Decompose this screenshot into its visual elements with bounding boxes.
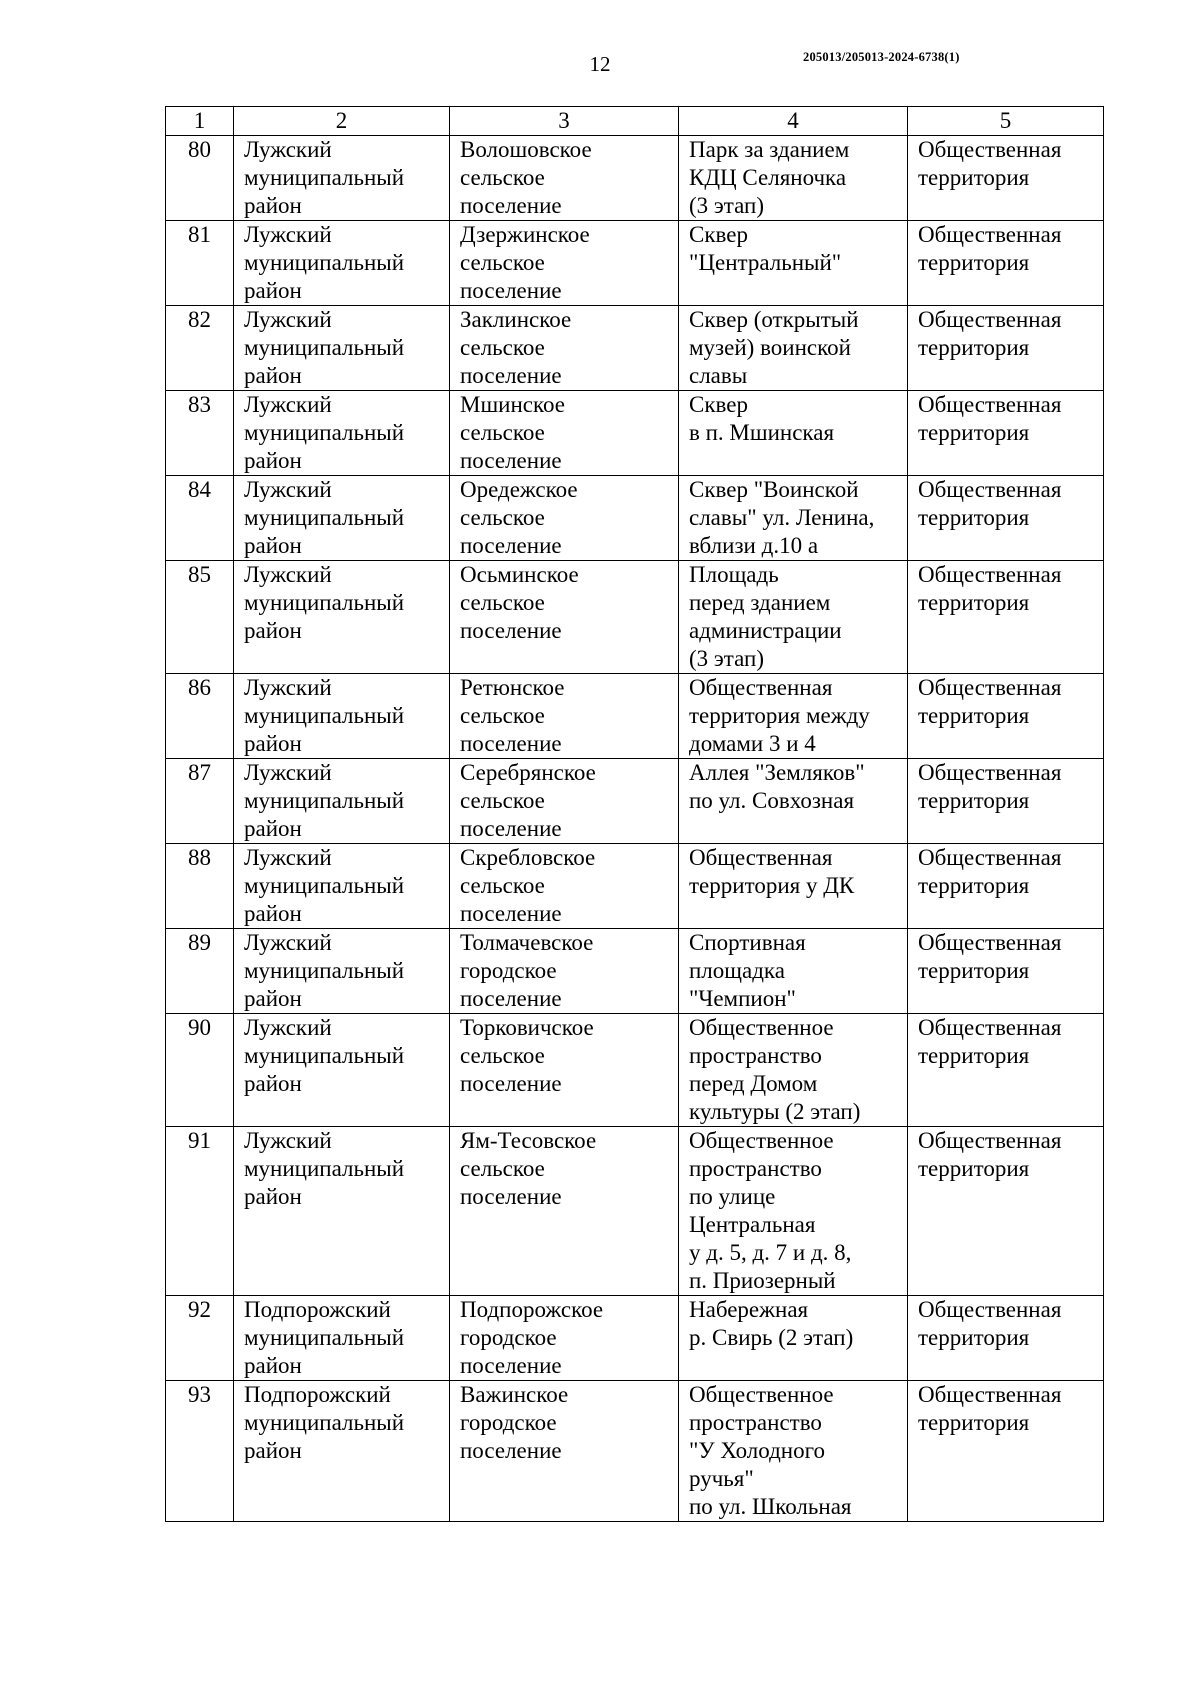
column-header: 4 [679, 107, 908, 136]
settlement-cell: Волошовское сельское поселение [450, 136, 679, 221]
settlement-cell: Заклинское сельское поселение [450, 306, 679, 391]
object-name-cell: Аллея "Земляков" по ул. Совхозная [679, 759, 908, 844]
table-row [166, 391, 1104, 476]
row-number: 80 [166, 136, 234, 221]
territory-type-cell: Общественная территория [908, 221, 1104, 306]
object-name-cell: Общественная территория между домами 3 и 4 [679, 674, 908, 759]
settlement-cell: Оредежское сельское поселение [450, 476, 679, 561]
settlement-cell: Осьминское сельское поселение [450, 561, 679, 674]
row-number: 86 [166, 674, 234, 759]
settlement-cell: Ретюнское сельское поселение [450, 674, 679, 759]
table-row [166, 1296, 1104, 1381]
table-row [166, 561, 1104, 674]
district-cell: Лужский муниципальный район [234, 306, 450, 391]
territory-type-cell: Общественная территория [908, 674, 1104, 759]
object-name-cell: Общественное пространство перед Домом культуры (2 этап) [679, 1014, 908, 1127]
table-header-row [166, 107, 1104, 136]
settlement-cell: Дзержинское сельское поселение [450, 221, 679, 306]
page-number: 12 [589, 52, 611, 76]
district-cell: Лужский муниципальный район [234, 929, 450, 1014]
table-row [166, 929, 1104, 1014]
territory-type-cell: Общественная территория [908, 476, 1104, 561]
object-name-cell: Парк за зданием КДЦ Селяночка (3 этап) [679, 136, 908, 221]
object-name-cell: Набережная р. Свирь (2 этап) [679, 1296, 908, 1381]
settlement-cell: Ям-Тесовское сельское поселение [450, 1127, 679, 1296]
row-number: 81 [166, 221, 234, 306]
table-row [166, 759, 1104, 844]
object-name-cell: Сквер "Воинской славы" ул. Ленина, вблизи д.10 а [679, 476, 908, 561]
row-number: 88 [166, 844, 234, 929]
territory-type-cell: Общественная территория [908, 1014, 1104, 1127]
object-name-cell: Общественное пространство "У Холодного ручья" по ул. Школьная [679, 1381, 908, 1522]
table-row [166, 1014, 1104, 1127]
district-cell: Лужский муниципальный район [234, 674, 450, 759]
settlement-cell: Подпорожское городское поселение [450, 1296, 679, 1381]
column-header: 3 [450, 107, 679, 136]
district-cell: Лужский муниципальный район [234, 759, 450, 844]
table-row [166, 674, 1104, 759]
territory-type-cell: Общественная территория [908, 929, 1104, 1014]
territory-type-cell: Общественная территория [908, 136, 1104, 221]
table-row [166, 1127, 1104, 1296]
territory-type-cell: Общественная территория [908, 1381, 1104, 1522]
object-name-cell: Сквер "Центральный" [679, 221, 908, 306]
district-cell: Лужский муниципальный район [234, 844, 450, 929]
table-body [166, 136, 1104, 1522]
settlement-cell: Скребловское сельское поселение [450, 844, 679, 929]
table-row [166, 306, 1104, 391]
district-cell: Подпорожский муниципальный район [234, 1296, 450, 1381]
column-header: 2 [234, 107, 450, 136]
territory-type-cell: Общественная территория [908, 1127, 1104, 1296]
territory-type-cell: Общественная территория [908, 306, 1104, 391]
object-name-cell: Спортивная площадка "Чемпион" [679, 929, 908, 1014]
district-cell: Лужский муниципальный район [234, 136, 450, 221]
district-cell: Лужский муниципальный район [234, 391, 450, 476]
row-number: 91 [166, 1127, 234, 1296]
row-number: 82 [166, 306, 234, 391]
territory-type-cell: Общественная территория [908, 391, 1104, 476]
district-cell: Подпорожский муниципальный район [234, 1381, 450, 1522]
territory-table [165, 106, 1104, 1522]
settlement-cell: Мшинское сельское поселение [450, 391, 679, 476]
district-cell: Лужский муниципальный район [234, 1014, 450, 1127]
district-cell: Лужский муниципальный район [234, 476, 450, 561]
district-cell: Лужский муниципальный район [234, 1127, 450, 1296]
table-row [166, 221, 1104, 306]
row-number: 87 [166, 759, 234, 844]
table-row [166, 1381, 1104, 1522]
settlement-cell: Торковичское сельское поселение [450, 1014, 679, 1127]
row-number: 85 [166, 561, 234, 674]
object-name-cell: Сквер (открытый музей) воинской славы [679, 306, 908, 391]
district-cell: Лужский муниципальный район [234, 561, 450, 674]
territory-type-cell: Общественная территория [908, 561, 1104, 674]
object-name-cell: Площадь перед зданием администрации (3 этап) [679, 561, 908, 674]
table-row [166, 136, 1104, 221]
settlement-cell: Толмачевское городское поселение [450, 929, 679, 1014]
district-cell: Лужский муниципальный район [234, 221, 450, 306]
table-row [166, 844, 1104, 929]
object-name-cell: Общественная территория у ДК [679, 844, 908, 929]
territory-type-cell: Общественная территория [908, 759, 1104, 844]
row-number: 84 [166, 476, 234, 561]
settlement-cell: Важинское городское поселение [450, 1381, 679, 1522]
table-row [166, 476, 1104, 561]
territory-type-cell: Общественная территория [908, 1296, 1104, 1381]
row-number: 83 [166, 391, 234, 476]
object-name-cell: Сквер в п. Мшинская [679, 391, 908, 476]
row-number: 93 [166, 1381, 234, 1522]
row-number: 90 [166, 1014, 234, 1127]
row-number: 89 [166, 929, 234, 1014]
column-header: 5 [908, 107, 1104, 136]
territory-type-cell: Общественная территория [908, 844, 1104, 929]
column-header: 1 [166, 107, 234, 136]
settlement-cell: Серебрянское сельское поселение [450, 759, 679, 844]
object-name-cell: Общественное пространство по улице Центральная у д. 5, д. 7 и д. 8, п. Приозерный [679, 1127, 908, 1296]
row-number: 92 [166, 1296, 234, 1381]
document-id: 205013/205013-2024-6738(1) [803, 50, 960, 64]
